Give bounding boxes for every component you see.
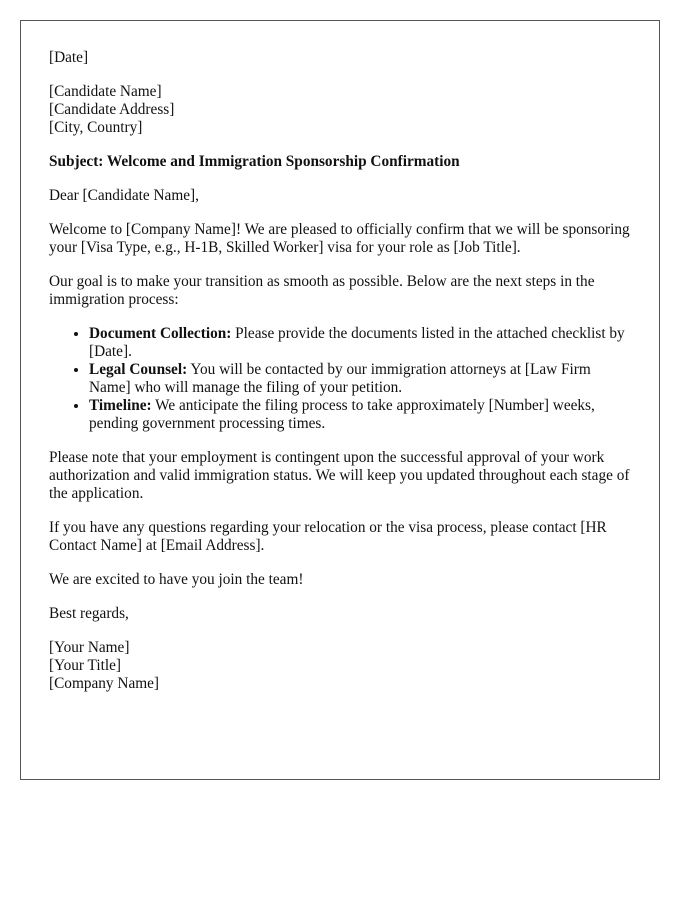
excitement-paragraph: We are excited to have you join the team! <box>49 571 304 588</box>
list-item <box>89 397 631 433</box>
recipient-address: [Candidate Address] <box>49 101 175 118</box>
step-label: Legal Counsel: <box>89 361 188 378</box>
sender-signature-block <box>49 639 631 693</box>
date-text: [Date] <box>49 49 89 66</box>
next-steps-list <box>49 325 631 433</box>
recipient-name: [Candidate Name] <box>49 83 162 100</box>
step-label: Timeline: <box>89 397 152 414</box>
contingency-paragraph: Please note that your employment is contingent upon the successful approval of your work authorization and valid immigration status. We will keep you updated throughout each stage of the application. <box>49 449 630 502</box>
letter-greeting: Dear [Candidate Name], <box>49 187 199 204</box>
list-item <box>89 325 631 361</box>
step-text: You will be contacted by our immigration attorneys at [Law Firm Name] who will manage the filing of your petition. <box>89 361 591 396</box>
recipient-city: [City, Country] <box>49 119 143 136</box>
step-text: We anticipate the filing process to take approximately [Number] weeks, pending government processing times. <box>89 397 595 432</box>
transition-paragraph: Our goal is to make your transition as smooth as possible. Below are the next steps in the immigration process: <box>49 273 595 308</box>
recipient-address-block <box>49 83 631 137</box>
letter-page <box>20 20 660 780</box>
welcome-paragraph: Welcome to [Company Name]! We are pleased to officially confirm that we will be sponsoring your [Visa Type, e.g., H-1B, Skilled Worker] visa for your role as [Job Title]. <box>49 221 630 256</box>
letter-closing: Best regards, <box>49 605 129 622</box>
step-label: Document Collection: <box>89 325 232 342</box>
letter-subject: Subject: Welcome and Immigration Sponsorship Confirmation <box>49 153 460 170</box>
step-text: Please provide the documents listed in the attached checklist by [Date]. <box>89 325 625 360</box>
sender-name: [Your Name] <box>49 639 130 656</box>
letter-date <box>49 49 631 67</box>
sender-title: [Your Title] <box>49 657 121 674</box>
list-item <box>89 361 631 397</box>
sender-company: [Company Name] <box>49 675 160 692</box>
contact-paragraph: If you have any questions regarding your relocation or the visa process, please contact [HR Contact Name] at [Email Address]. <box>49 519 607 554</box>
